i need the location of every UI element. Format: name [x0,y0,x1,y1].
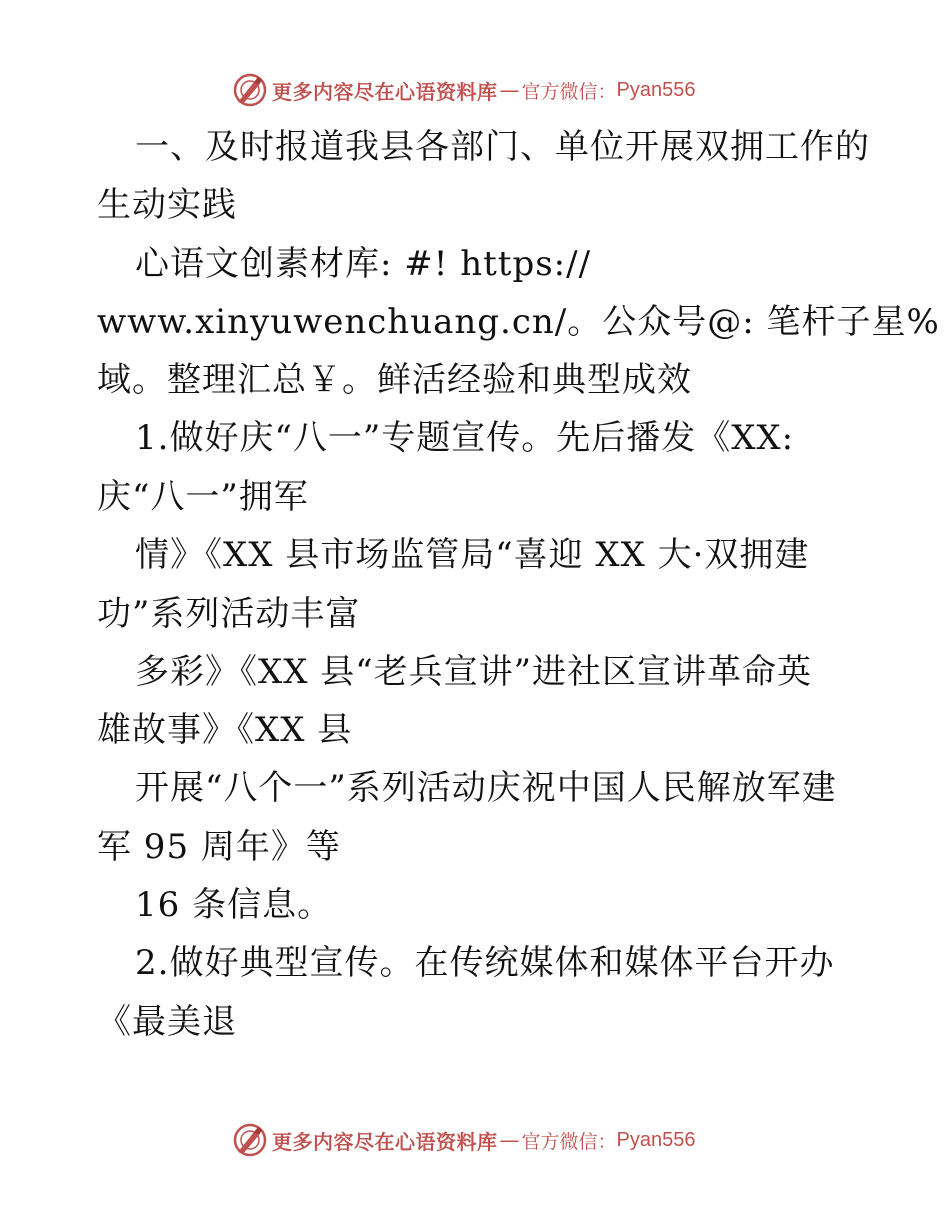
text-line: 庆“八一”拥军 [97,477,309,517]
banner-wechat-id: Pyan556 [616,78,696,101]
text-line: 军 95 周年》等 [97,827,341,867]
pen-logo-icon [232,72,268,108]
banner-wechat-label: 官方微信： [521,1130,617,1153]
pen-logo-icon [232,1122,268,1158]
text-line: 1.做好庆“八一”专题宣传。先后播发《XX: [135,418,795,458]
text-line: 多彩》《XX 县“老兵宣讲”进社区宣讲革命英 [135,652,812,692]
text-line: 雄故事》《XX 县 [97,710,353,750]
footer-banner [232,1120,752,1160]
text-line: 心语文创素材库: #! https:// [135,244,592,284]
header-banner [232,70,752,110]
text-line: 生动实践 [97,185,237,225]
text-line: 16 条信息。 [135,885,333,925]
text-line: 域。整理汇总￥。鲜活经验和典型成效 [97,360,692,400]
text-line: 开展“八个一”系列活动庆祝中国人民解放军建 [135,768,837,808]
banner-dash: — [499,1128,520,1152]
banner-wechat-label: 官方微信： [521,80,617,103]
text-line: 一、及时报道我县各部门、单位开展双拥工作的 [135,127,870,167]
banner-text: 更多内容尽在心语资料库 [272,1129,498,1154]
text-line: 2.做好典型宣传。在传统媒体和媒体平台开办 [135,943,835,983]
banner-text: 更多内容尽在心语资料库 [272,79,498,104]
banner-wechat-id: Pyan556 [616,1128,696,1151]
text-line: 功”系列活动丰富 [97,594,361,634]
text-line: 情》《XX 县市场监管局“喜迎 XX 大·双拥建 [135,535,810,575]
text-line: www.xinyuwenchuang.cn/。公众号@: 笔杆子星% [97,302,940,342]
banner-dash: — [499,78,520,102]
text-line: 《最美退 [97,1002,237,1042]
